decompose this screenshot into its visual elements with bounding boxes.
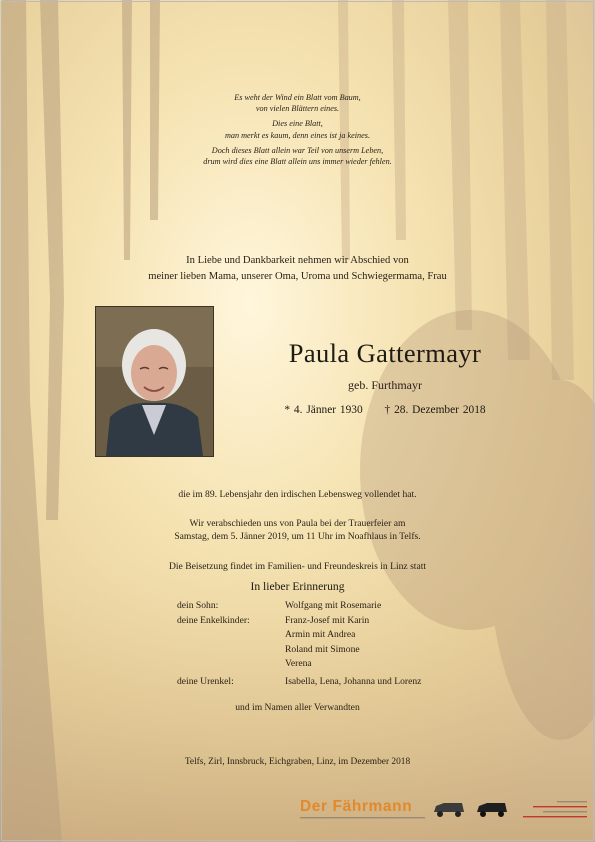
portrait-photo bbox=[95, 306, 214, 457]
hearse-icon bbox=[432, 800, 466, 818]
ceremony-text bbox=[0, 517, 595, 543]
ceremony-line: Wir verabschieden uns von Paula bei der Trauerfeier am bbox=[189, 518, 406, 529]
deceased-name: Paula Gattermayr bbox=[288, 338, 482, 368]
family-row bbox=[177, 643, 421, 658]
contact-info bbox=[513, 800, 587, 824]
intro-line: In Liebe und Dankbarkeit nehmen wir Abschied von bbox=[186, 255, 409, 266]
family-name: Wolfgang mit Rosemarie bbox=[285, 600, 382, 611]
family-row bbox=[177, 599, 421, 614]
poem-line: drum wird dies eine Blatt allein uns immer wieder fehlen. bbox=[203, 157, 392, 167]
in-memory-heading: In lieber Erinnerung bbox=[250, 580, 345, 593]
family-list bbox=[177, 599, 421, 689]
family-name: Roland mit Simone bbox=[285, 643, 360, 655]
family-name: Franz-Josef mit Karin bbox=[285, 614, 370, 626]
family-relation: deine Urenkel: bbox=[177, 675, 234, 687]
contact-lines bbox=[513, 800, 587, 822]
family-row bbox=[177, 657, 421, 672]
life-dates bbox=[254, 404, 516, 416]
place-date: Telfs, Zirl, Innsbruck, Eichgraben, Linz, im Dezember 2018 bbox=[184, 757, 411, 767]
logo-tagline-lines bbox=[300, 816, 425, 821]
burial-text: Die Beisetzung findet im Familien- und Freundeskreis in Linz statt bbox=[168, 561, 427, 572]
family-name: Armin mit Andrea bbox=[285, 629, 356, 640]
family-row bbox=[177, 614, 421, 629]
death-date: † 28. Dezember 2018 bbox=[384, 404, 486, 416]
relatives-text: und im Namen aller Verwandten bbox=[235, 702, 360, 713]
poem bbox=[0, 92, 595, 171]
life-text: die im 89. Lebensjahr den irdischen Lebensweg vollendet hat. bbox=[178, 489, 417, 500]
portrait-image bbox=[96, 307, 213, 456]
poem-line: Doch dieses Blatt allein war Teil von unserm Leben, bbox=[211, 145, 384, 155]
poem-line: Es weht der Wind ein Blatt vom Baum, bbox=[234, 93, 361, 102]
tagline-scribble bbox=[300, 816, 425, 820]
birth-date: * 4. Jänner 1930 bbox=[284, 404, 363, 416]
birth-name: geb. Furthmayr bbox=[348, 378, 422, 392]
poem-line: man merkt es kaum, denn eines ist ja keines. bbox=[224, 130, 371, 140]
intro-text bbox=[0, 253, 595, 285]
family-row bbox=[177, 628, 421, 643]
family-name: Verena bbox=[285, 658, 312, 669]
funeral-home-logo: Der Fährmann bbox=[300, 798, 413, 815]
intro-line: meiner lieben Mama, unserer Oma, Uroma und Schwiegermama, Frau bbox=[148, 271, 447, 282]
family-name: Isabella, Lena, Johanna und Lorenz bbox=[285, 675, 422, 687]
hearse-icon bbox=[475, 800, 509, 818]
poem-line: von vielen Blättern eines. bbox=[255, 104, 340, 114]
poem-line: Dies eine Blatt, bbox=[272, 119, 323, 129]
family-row bbox=[177, 675, 421, 690]
ceremony-line: Samstag, dem 5. Jänner 2019, um 11 Uhr im Noafhlaus in Telfs. bbox=[174, 531, 421, 542]
family-relation: deine Enkelkinder: bbox=[177, 614, 250, 626]
family-relation: dein Sohn: bbox=[177, 600, 219, 611]
